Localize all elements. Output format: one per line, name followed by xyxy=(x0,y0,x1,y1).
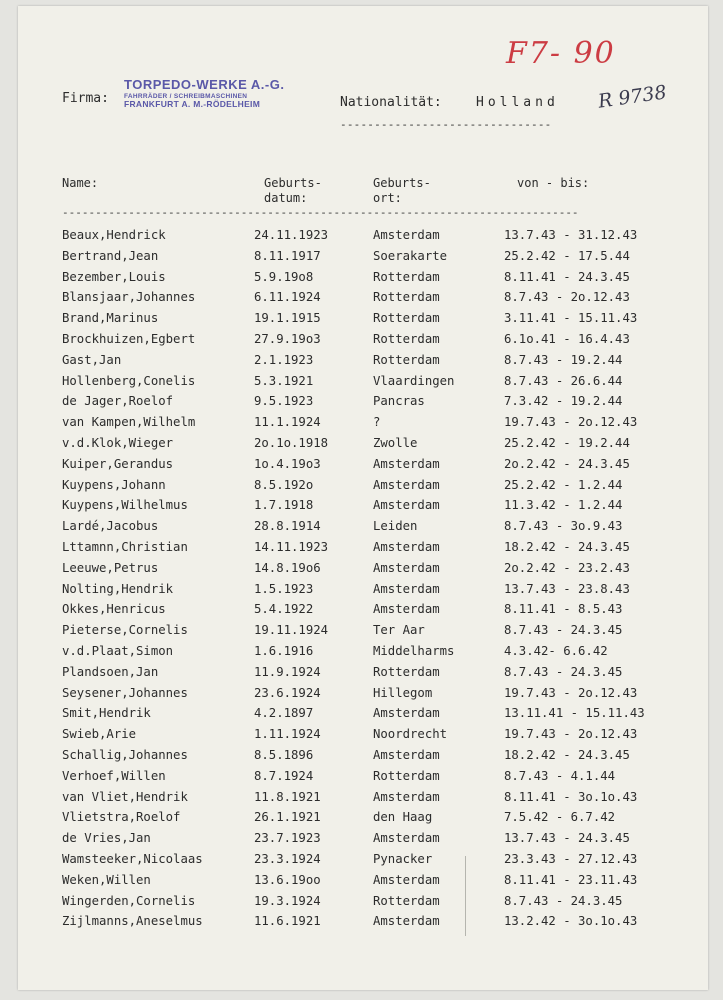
employment-period: 13.2.42 - 3o.1o.43 xyxy=(504,914,638,929)
table-row xyxy=(18,249,708,270)
birth-place: Amsterdam xyxy=(373,498,440,513)
table-row xyxy=(18,727,708,748)
table-row xyxy=(18,540,708,561)
worker-name: Swieb,Arie xyxy=(62,727,137,742)
column-header-name: Name: xyxy=(62,176,99,190)
birth-date: 4.2.1897 xyxy=(254,706,314,721)
birth-place: Amsterdam xyxy=(373,560,440,575)
birth-date: 24.11.1923 xyxy=(254,228,329,242)
birth-date: 14.8.19o6 xyxy=(254,560,321,575)
employment-period: 19.7.43 - 2o.12.43 xyxy=(504,727,638,742)
birth-date: 5.9.19o8 xyxy=(254,269,314,284)
birth-place: den Haag xyxy=(373,810,433,825)
employment-period: 4.3.42- 6.6.42 xyxy=(504,644,608,658)
table-row xyxy=(18,831,708,852)
worker-name: Kuypens,Wilhelmus xyxy=(62,498,188,513)
table-row xyxy=(18,810,708,831)
birth-place: Pynacker xyxy=(373,852,433,866)
birth-date: 8.5.192o xyxy=(254,477,314,492)
birth-date: 19.3.1924 xyxy=(254,893,321,908)
table-row xyxy=(18,374,708,395)
birth-date: 8.7.1924 xyxy=(254,768,314,783)
worker-name: Bezember,Louis xyxy=(62,269,166,284)
worker-name: de Vries,Jan xyxy=(62,831,151,846)
table-row xyxy=(18,415,708,436)
birth-place: Soerakarte xyxy=(373,248,448,263)
birth-date: 27.9.19o3 xyxy=(254,332,321,346)
birth-place: Amsterdam xyxy=(373,581,440,596)
employment-period: 18.2.42 - 24.3.45 xyxy=(504,748,630,762)
birth-date: 1.6.1916 xyxy=(254,644,314,658)
employment-period: 8.7.43 - 24.3.45 xyxy=(504,893,623,908)
employment-period: 25.2.42 - 17.5.44 xyxy=(504,248,630,263)
employment-period: 8.7.43 - 24.3.45 xyxy=(504,623,623,638)
worker-name: Schallig,Johannes xyxy=(62,748,188,762)
stamp-products: FAHRRÄDER / SCHREIBMASCHINEN xyxy=(124,92,248,100)
worker-name: Okkes,Henricus xyxy=(62,602,166,617)
table-row xyxy=(18,873,708,894)
table-row xyxy=(18,457,708,478)
birth-date: 1o.4.19o3 xyxy=(254,456,321,471)
birth-place: Leiden xyxy=(373,519,418,534)
table-row xyxy=(18,644,708,665)
employment-period: 8.7.43 - 3o.9.43 xyxy=(504,519,623,534)
worker-name: Gast,Jan xyxy=(62,352,122,367)
birth-place: Amsterdam xyxy=(373,914,440,929)
table-row xyxy=(18,311,708,332)
column-header-birth-place: Geburts- ort: xyxy=(373,176,431,205)
birth-place: Amsterdam xyxy=(373,228,440,242)
employment-period: 13.7.43 - 24.3.45 xyxy=(504,831,630,846)
table-row xyxy=(18,332,708,353)
birth-place: Amsterdam xyxy=(373,789,440,804)
worker-name: Zijlmanns,Aneselmus xyxy=(62,914,203,929)
worker-name: Seysener,Johannes xyxy=(62,685,188,700)
worker-name: van Kampen,Wilhelm xyxy=(62,415,196,430)
employment-period: 6.1o.41 - 16.4.43 xyxy=(504,332,630,346)
table-row xyxy=(18,914,708,935)
employment-period: 8.7.43 - 19.2.44 xyxy=(504,352,623,367)
worker-name: Hollenberg,Conelis xyxy=(62,373,196,388)
table-row xyxy=(18,665,708,686)
birth-date: 11.8.1921 xyxy=(254,789,321,804)
birth-date: 8.5.1896 xyxy=(254,748,314,762)
employment-period: 13.11.41 - 15.11.43 xyxy=(504,706,645,721)
table-row xyxy=(18,582,708,603)
table-row xyxy=(18,894,708,915)
stamp-company-name: TORPEDO-WERKE A.-G. xyxy=(124,77,285,92)
birth-date: 1.5.1923 xyxy=(254,581,314,596)
worker-name: Lttamnn,Christian xyxy=(62,540,188,554)
worker-name: Smit,Hendrik xyxy=(62,706,151,721)
birth-place: Amsterdam xyxy=(373,872,440,887)
birth-place: Amsterdam xyxy=(373,456,440,471)
employment-period: 7.5.42 - 6.7.42 xyxy=(504,810,616,825)
table-row xyxy=(18,270,708,291)
birth-date: 14.11.1923 xyxy=(254,540,329,554)
table-row xyxy=(18,561,708,582)
employment-period: 8.7.43 - 4.1.44 xyxy=(504,768,616,783)
employment-period: 8.7.43 - 2o.12.43 xyxy=(504,290,630,305)
birth-date: 11.6.1921 xyxy=(254,914,321,929)
employment-period: 7.3.42 - 19.2.44 xyxy=(504,394,623,409)
employment-period: 8.7.43 - 24.3.45 xyxy=(504,664,623,679)
birth-date: 8.11.1917 xyxy=(254,248,321,263)
employment-period: 23.3.43 - 27.12.43 xyxy=(504,852,638,866)
birth-date: 28.8.1914 xyxy=(254,519,321,534)
document-page xyxy=(18,6,708,990)
employment-period: 8.11.41 - 8.5.43 xyxy=(504,602,623,617)
worker-name: Kuypens,Johann xyxy=(62,477,166,492)
worker-name: de Jager,Roelof xyxy=(62,394,174,409)
employment-period: 2o.2.42 - 23.2.43 xyxy=(504,560,630,575)
worker-name: Pieterse,Cornelis xyxy=(62,623,188,638)
employment-period: 3.11.41 - 15.11.43 xyxy=(504,311,638,326)
birth-date: 11.9.1924 xyxy=(254,664,321,679)
employment-period: 19.7.43 - 2o.12.43 xyxy=(504,685,638,700)
worker-name: Vlietstra,Roelof xyxy=(62,810,181,825)
birth-place: Amsterdam xyxy=(373,602,440,617)
birth-place: Rotterdam xyxy=(373,893,440,908)
birth-place: Middelharms xyxy=(373,644,455,658)
worker-name: Brand,Marinus xyxy=(62,311,159,326)
employment-period: 13.7.43 - 31.12.43 xyxy=(504,228,638,242)
birth-date: 9.5.1923 xyxy=(254,394,314,409)
birth-place: Amsterdam xyxy=(373,540,440,554)
table-row xyxy=(18,290,708,311)
worker-name: Blansjaar,Johannes xyxy=(62,290,196,305)
employment-period: 2o.2.42 - 24.3.45 xyxy=(504,456,630,471)
table-row xyxy=(18,478,708,499)
worker-name: Wamsteeker,Nicolaas xyxy=(62,852,203,866)
worker-name: Plandsoen,Jan xyxy=(62,664,159,679)
employment-period: 18.2.42 - 24.3.45 xyxy=(504,540,630,554)
birth-place: Amsterdam xyxy=(373,706,440,721)
employment-period: 25.2.42 - 1.2.44 xyxy=(504,477,623,492)
nationality-underline: ------------------------------- xyxy=(340,118,552,131)
employment-period: 25.2.42 - 19.2.44 xyxy=(504,436,630,450)
table-row xyxy=(18,748,708,769)
column-header-period: von - bis: xyxy=(517,176,590,190)
birth-place: Pancras xyxy=(373,394,425,409)
table-row xyxy=(18,686,708,707)
birth-place: Rotterdam xyxy=(373,664,440,679)
birth-place: Vlaardingen xyxy=(373,373,455,388)
handwritten-file-code: F7- 90 xyxy=(506,36,616,71)
birth-place: Noordrecht xyxy=(373,727,448,742)
table-row xyxy=(18,519,708,540)
table-row xyxy=(18,769,708,790)
birth-place: Rotterdam xyxy=(373,269,440,284)
birth-place: Rotterdam xyxy=(373,332,440,346)
nationality-label: Nationalität: xyxy=(340,95,442,110)
worker-name: v.d.Klok,Wieger xyxy=(62,436,174,450)
birth-place: Zwolle xyxy=(373,436,418,450)
column-header-birth-date: Geburts- datum: xyxy=(264,176,322,205)
birth-place: ? xyxy=(373,415,381,430)
table-row xyxy=(18,790,708,811)
worker-name: Nolting,Hendrik xyxy=(62,581,174,596)
worker-name: v.d.Plaat,Simon xyxy=(62,644,174,658)
birth-place: Hillegom xyxy=(373,685,433,700)
employment-period: 19.7.43 - 2o.12.43 xyxy=(504,415,638,430)
birth-date: 5.3.1921 xyxy=(254,373,314,388)
birth-date: 19.1.1915 xyxy=(254,311,321,326)
worker-name: van Vliet,Hendrik xyxy=(62,789,188,804)
birth-place: Amsterdam xyxy=(373,477,440,492)
worker-name: Verhoef,Willen xyxy=(62,768,166,783)
birth-place: Ter Aar xyxy=(373,623,425,638)
birth-date: 1.11.1924 xyxy=(254,727,321,742)
paper-crease xyxy=(465,856,466,936)
table-row xyxy=(18,228,708,249)
birth-date: 19.11.1924 xyxy=(254,623,329,638)
worker-name: Lardé,Jacobus xyxy=(62,519,159,534)
stamp-address: FRANKFURT A. M.-RÖDELHEIM xyxy=(124,99,261,110)
employment-period: 11.3.42 - 1.2.44 xyxy=(504,498,623,513)
birth-place: Amsterdam xyxy=(373,831,440,846)
worker-name: Wingerden,Cornelis xyxy=(62,893,196,908)
birth-date: 26.1.1921 xyxy=(254,810,321,825)
worker-name: Kuiper,Gerandus xyxy=(62,456,174,471)
employment-period: 8.11.41 - 24.3.45 xyxy=(504,269,630,284)
birth-date: 11.1.1924 xyxy=(254,415,321,430)
birth-date: 2o.1o.1918 xyxy=(254,436,329,450)
birth-date: 2.1.1923 xyxy=(254,352,314,367)
table-row xyxy=(18,852,708,873)
worker-name: Leeuwe,Petrus xyxy=(62,560,159,575)
birth-date: 23.6.1924 xyxy=(254,685,321,700)
table-row xyxy=(18,436,708,457)
table-row xyxy=(18,706,708,727)
table-row xyxy=(18,394,708,415)
birth-date: 6.11.1924 xyxy=(254,290,321,305)
birth-place: Rotterdam xyxy=(373,352,440,367)
table-row xyxy=(18,623,708,644)
employment-period: 8.7.43 - 26.6.44 xyxy=(504,373,623,388)
firma-label: Firma: xyxy=(62,91,109,106)
employment-period: 13.7.43 - 23.8.43 xyxy=(504,581,630,596)
birth-date: 23.3.1924 xyxy=(254,852,321,866)
header-rule: ------------------------------------------------------------------------------ xyxy=(62,206,579,219)
birth-place: Amsterdam xyxy=(373,748,440,762)
table-row xyxy=(18,498,708,519)
birth-place: Rotterdam xyxy=(373,311,440,326)
worker-name: Brockhuizen,Egbert xyxy=(62,332,196,346)
birth-date: 23.7.1923 xyxy=(254,831,321,846)
worker-name: Beaux,Hendrick xyxy=(62,228,166,242)
worker-name: Weken,Willen xyxy=(62,872,151,887)
worker-name: Bertrand,Jean xyxy=(62,248,159,263)
birth-place: Rotterdam xyxy=(373,290,440,305)
birth-date: 5.4.1922 xyxy=(254,602,314,617)
table-row xyxy=(18,602,708,623)
employment-period: 8.11.41 - 23.11.43 xyxy=(504,872,638,887)
nationality-value: Holland xyxy=(476,95,559,110)
handwritten-reference: R 9738 xyxy=(596,81,668,113)
birth-place: Rotterdam xyxy=(373,768,440,783)
table-row xyxy=(18,353,708,374)
birth-date: 13.6.19oo xyxy=(254,872,321,887)
birth-date: 1.7.1918 xyxy=(254,498,314,513)
company-stamp xyxy=(124,78,284,110)
employment-period: 8.11.41 - 3o.1o.43 xyxy=(504,789,638,804)
